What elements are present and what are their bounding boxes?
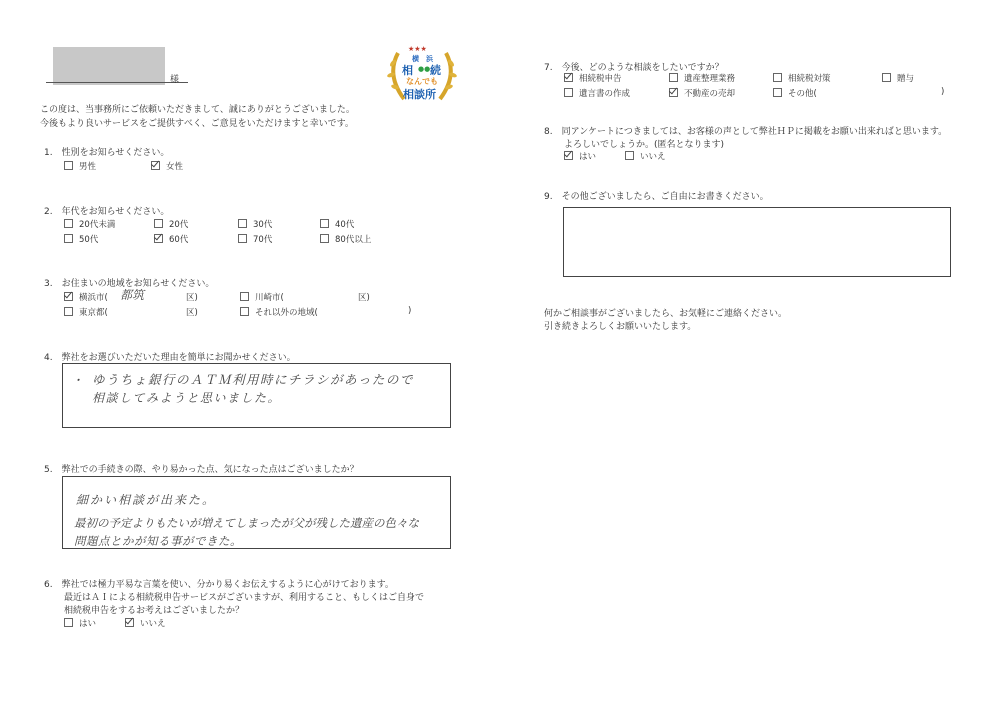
q1-option-female[interactable]: 女性 [151, 160, 183, 172]
q7-option-tax-measures[interactable]: 相続税対策 [773, 72, 831, 84]
sama-label: 様 [170, 75, 180, 85]
checkbox-checked-icon[interactable] [64, 292, 73, 301]
checkbox-icon[interactable] [564, 88, 573, 97]
checkbox-icon[interactable] [64, 618, 73, 627]
q2-option-60s[interactable]: 60代 [154, 233, 188, 245]
logo-sou: 相 [402, 64, 413, 77]
logo-yokohama: 横 浜 [412, 55, 433, 63]
checkbox-icon[interactable] [773, 88, 782, 97]
q5-answer-line-3: 問題点とかが知る事ができた。 [74, 534, 242, 548]
q5-title: 5. 弊社での手続きの際、やり易かった点、気になった点はございましたか？ [44, 465, 359, 475]
q2-option-30s[interactable]: 30代 [238, 218, 272, 230]
checkbox-icon[interactable] [320, 219, 329, 228]
footer-line-1: 何かご相談事がございましたら、お気軽にご連絡ください。 [544, 309, 788, 319]
checkbox-icon[interactable] [64, 161, 73, 170]
q2-option-20s[interactable]: 20代 [154, 218, 188, 230]
intro-line-1: この度は、当事務所にご依頼いただきまして、誠にありがとうございました。 [40, 105, 355, 115]
q7-option-other[interactable]: その他( [773, 87, 817, 99]
q8-option-yes[interactable]: はい [564, 150, 596, 162]
q3-title: 3. お住まいの地域をお知らせください。 [44, 279, 215, 289]
redacted-name [53, 47, 165, 85]
checkbox-icon[interactable] [154, 219, 163, 228]
q6-line-2: 最近はＡＩによる相続税申告サービスがございますが、利用すること、もしくはご自身で [64, 593, 425, 603]
q4-answer-line-2: 相談してみようと思いました。 [92, 391, 282, 405]
q9-answer-box[interactable] [563, 207, 951, 277]
checkbox-checked-icon[interactable] [125, 618, 134, 627]
q7-option-estate[interactable]: 遺産整理業務 [669, 72, 735, 84]
q7-option-real-estate[interactable]: 不動産の売却 [669, 87, 735, 99]
q8-line-2: よろしいでしょうか。(匿名となります) [564, 140, 725, 150]
q4-bullet: ・ [72, 374, 83, 387]
q2-option-50s[interactable]: 50代 [64, 233, 98, 245]
checkbox-icon[interactable] [238, 219, 247, 228]
q9-title: 9. その他ございましたら、ご自由にお書きください。 [544, 192, 769, 202]
q3-tokyo-ku: 区) [186, 308, 198, 318]
q1-option-male[interactable]: 男性 [64, 160, 96, 172]
logo-stars: ★★★ [408, 45, 427, 53]
checkbox-icon[interactable] [320, 234, 329, 243]
office-logo [384, 45, 460, 105]
q7-title: 7. 今後、どのような相談をしたいですか？ [544, 63, 724, 73]
q3-other-close: ) [408, 306, 412, 316]
checkbox-checked-icon[interactable] [151, 161, 160, 170]
checkbox-checked-icon[interactable] [564, 151, 573, 160]
q7-other-close: ) [941, 87, 945, 97]
q6-title: 6. 弊社では極力平易な言葉を使い、分かり易くお伝えするように心がけております。 [44, 580, 394, 590]
checkbox-icon[interactable] [64, 234, 73, 243]
intro-line-2: 今後もより良いサービスをご提供すべく、ご意見をいただけますと幸いです。 [40, 119, 354, 129]
q2-option-70s[interactable]: 70代 [238, 233, 272, 245]
checkbox-checked-icon[interactable] [669, 88, 678, 97]
q3-kawasaki-ku: 区) [358, 293, 370, 303]
q6-option-no[interactable]: いいえ [125, 617, 166, 629]
checkbox-icon[interactable] [882, 73, 891, 82]
checkbox-icon[interactable] [240, 307, 249, 316]
logo-zoku: 続 [430, 64, 441, 77]
q4-answer-line-1: ゆうちょ銀行のＡＴＭ利用時にチラシがあったので [92, 372, 414, 387]
q7-option-tax-return[interactable]: 相続税申告 [564, 72, 622, 84]
q3-option-kawasaki[interactable]: 川崎市( [240, 291, 284, 303]
checkbox-icon[interactable] [64, 219, 73, 228]
q3-option-other[interactable]: それ以外の地域( [240, 306, 318, 318]
logo-soudansho: 相談所 [403, 88, 436, 101]
q1-title: 1. 性別をお知らせください。 [44, 148, 170, 158]
q3-yokohama-handwritten: 都筑 [120, 288, 145, 302]
q6-option-yes[interactable]: はい [64, 617, 96, 629]
checkbox-icon[interactable] [64, 307, 73, 316]
checkbox-icon[interactable] [773, 73, 782, 82]
checkbox-icon[interactable] [240, 292, 249, 301]
checkbox-checked-icon[interactable] [154, 234, 163, 243]
q3-yokohama-ku: 区) [186, 293, 198, 303]
q7-option-gift[interactable]: 贈与 [882, 72, 914, 84]
q6-line-3: 相続税申告をするお考えはございましたか？ [64, 606, 245, 616]
q2-option-80plus[interactable]: 80代以上 [320, 233, 371, 245]
q3-option-tokyo[interactable]: 東京都( [64, 306, 108, 318]
name-underline [46, 82, 188, 83]
q4-title: 4. 弊社をお選びいただいた理由を簡単にお聞かせください。 [44, 353, 296, 363]
q8-title: 8. 同アンケートにつきましては、お客様の声として弊社ＨＰに掲載をお願い出来ればと思います。 [544, 127, 948, 137]
logo-dots: ●● [418, 65, 431, 73]
logo-nandemo: なんでも [406, 77, 438, 86]
q3-option-yokohama[interactable]: 横浜市( [64, 291, 108, 303]
q7-option-will[interactable]: 遺言書の作成 [564, 87, 630, 99]
q2-option-40s[interactable]: 40代 [320, 218, 354, 230]
checkbox-checked-icon[interactable] [564, 73, 573, 82]
checkbox-icon[interactable] [669, 73, 678, 82]
q8-option-no[interactable]: いいえ [625, 150, 666, 162]
q5-answer-line-2: 最初の予定よりもたいが増えてしまったが父が残した遺産の色々な [74, 516, 419, 530]
footer-line-2: 引き続きよろしくお願いいたします。 [544, 322, 697, 332]
q2-title: 2. 年代をお知らせください。 [44, 207, 170, 217]
checkbox-icon[interactable] [625, 151, 634, 160]
q2-option-under20[interactable]: 20代未満 [64, 218, 115, 230]
q5-answer-line-1: 細かい相談が出来た。 [76, 493, 217, 507]
checkbox-icon[interactable] [238, 234, 247, 243]
